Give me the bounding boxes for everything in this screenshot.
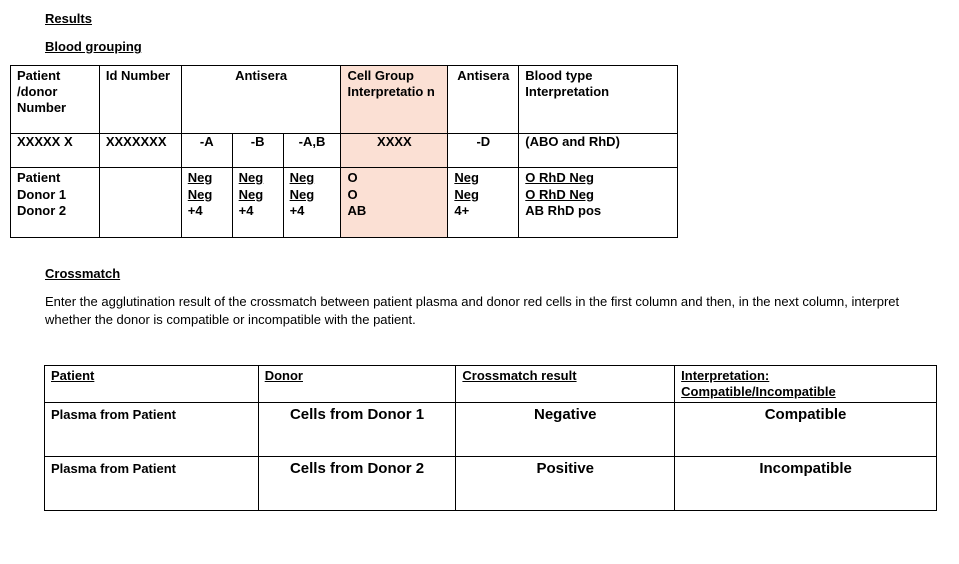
blood-type-value: AB RhD pos — [525, 203, 602, 219]
anti-b-value: +4 — [238, 203, 254, 219]
blood-grouping-table — [10, 65, 678, 238]
subheader-id: XXXXXXX — [99, 134, 181, 168]
header-crossmatch-result: Crossmatch result — [456, 366, 675, 403]
column-ids — [99, 168, 181, 238]
anti-ab-value: Neg — [289, 186, 315, 202]
blood-grouping-heading: Blood grouping — [45, 39, 142, 54]
subheader-anti-d: -D — [448, 134, 519, 168]
anti-b-value: Neg — [238, 186, 264, 202]
result-cell: Negative — [456, 403, 675, 457]
blood-type-value: O RhD Neg — [525, 170, 594, 185]
header-blood-type: Blood type Interpretation — [519, 66, 678, 134]
table-subheader-row — [11, 134, 678, 168]
table-data-row — [11, 168, 678, 238]
header-antisera-d: Antisera — [448, 66, 519, 134]
subheader-cell: XXXX — [341, 134, 448, 168]
header-antisera: Antisera — [181, 66, 341, 134]
cell-group-value: O — [347, 170, 358, 185]
column-anti-b — [232, 168, 283, 238]
header-patient-donor-number: Patient /donor Number — [11, 66, 100, 134]
interpretation-cell: Incompatible — [675, 457, 937, 511]
donor-cell: Cells from Donor 1 — [258, 403, 456, 457]
header-cell-group: Cell Group Interpretatio n — [341, 66, 448, 134]
header-interpretation-line2: Compatible/Incompatible — [681, 384, 836, 399]
anti-a-value: Neg — [187, 170, 213, 185]
column-cell-group — [341, 168, 448, 238]
cell-group-value: O — [347, 186, 358, 202]
anti-d-value: Neg — [454, 170, 479, 185]
row-name: Donor 2 — [17, 203, 67, 219]
anti-a-value: +4 — [187, 203, 203, 219]
row-name: Donor 1 — [17, 186, 67, 202]
table-row — [45, 403, 937, 457]
results-heading: Results — [45, 11, 92, 26]
subheader-blood-type: (ABO and RhD) — [519, 134, 678, 168]
anti-ab-value: Neg — [289, 170, 315, 185]
anti-a-value: Neg — [187, 186, 213, 202]
header-donor: Donor — [258, 366, 456, 403]
patient-cell: Plasma from Patient — [45, 403, 259, 457]
donor-cell: Cells from Donor 2 — [258, 457, 456, 511]
column-anti-d — [448, 168, 519, 238]
anti-b-value: Neg — [238, 170, 264, 185]
patient-cell: Plasma from Patient — [45, 457, 259, 511]
subheader-anti-a: -A — [181, 134, 232, 168]
interpretation-cell: Compatible — [675, 403, 937, 457]
result-cell: Positive — [456, 457, 675, 511]
crossmatch-heading: Crossmatch — [45, 266, 121, 281]
subheader-patient: XXXXX X — [11, 134, 100, 168]
anti-d-value: Neg — [454, 186, 479, 202]
crossmatch-instructions: Enter the agglutination result of the crossmatch between patient plasma and donor red cells in the first column and then, in the next column, interpret whether the donor is compatible or incompatible with the patient. — [45, 294, 900, 327]
table-row — [45, 457, 937, 511]
header-interpretation-line1: Interpretation: — [681, 368, 770, 383]
row-name: Patient — [17, 170, 61, 185]
anti-ab-value: +4 — [289, 203, 305, 219]
table-header-row — [11, 66, 678, 134]
header-patient: Patient — [45, 366, 259, 403]
subheader-anti-b: -B — [232, 134, 283, 168]
cell-group-value: AB — [347, 203, 367, 219]
header-interpretation — [675, 366, 937, 403]
crossmatch-table — [44, 365, 937, 511]
crossmatch-header-row — [45, 366, 937, 403]
column-blood-type — [519, 168, 678, 238]
column-names — [11, 168, 100, 238]
column-anti-a — [181, 168, 232, 238]
subheader-anti-ab: -A,B — [283, 134, 341, 168]
column-anti-ab — [283, 168, 341, 238]
blood-type-value: O RhD Neg — [525, 186, 594, 202]
header-id-number: Id Number — [99, 66, 181, 134]
anti-d-value: 4+ — [454, 203, 470, 219]
